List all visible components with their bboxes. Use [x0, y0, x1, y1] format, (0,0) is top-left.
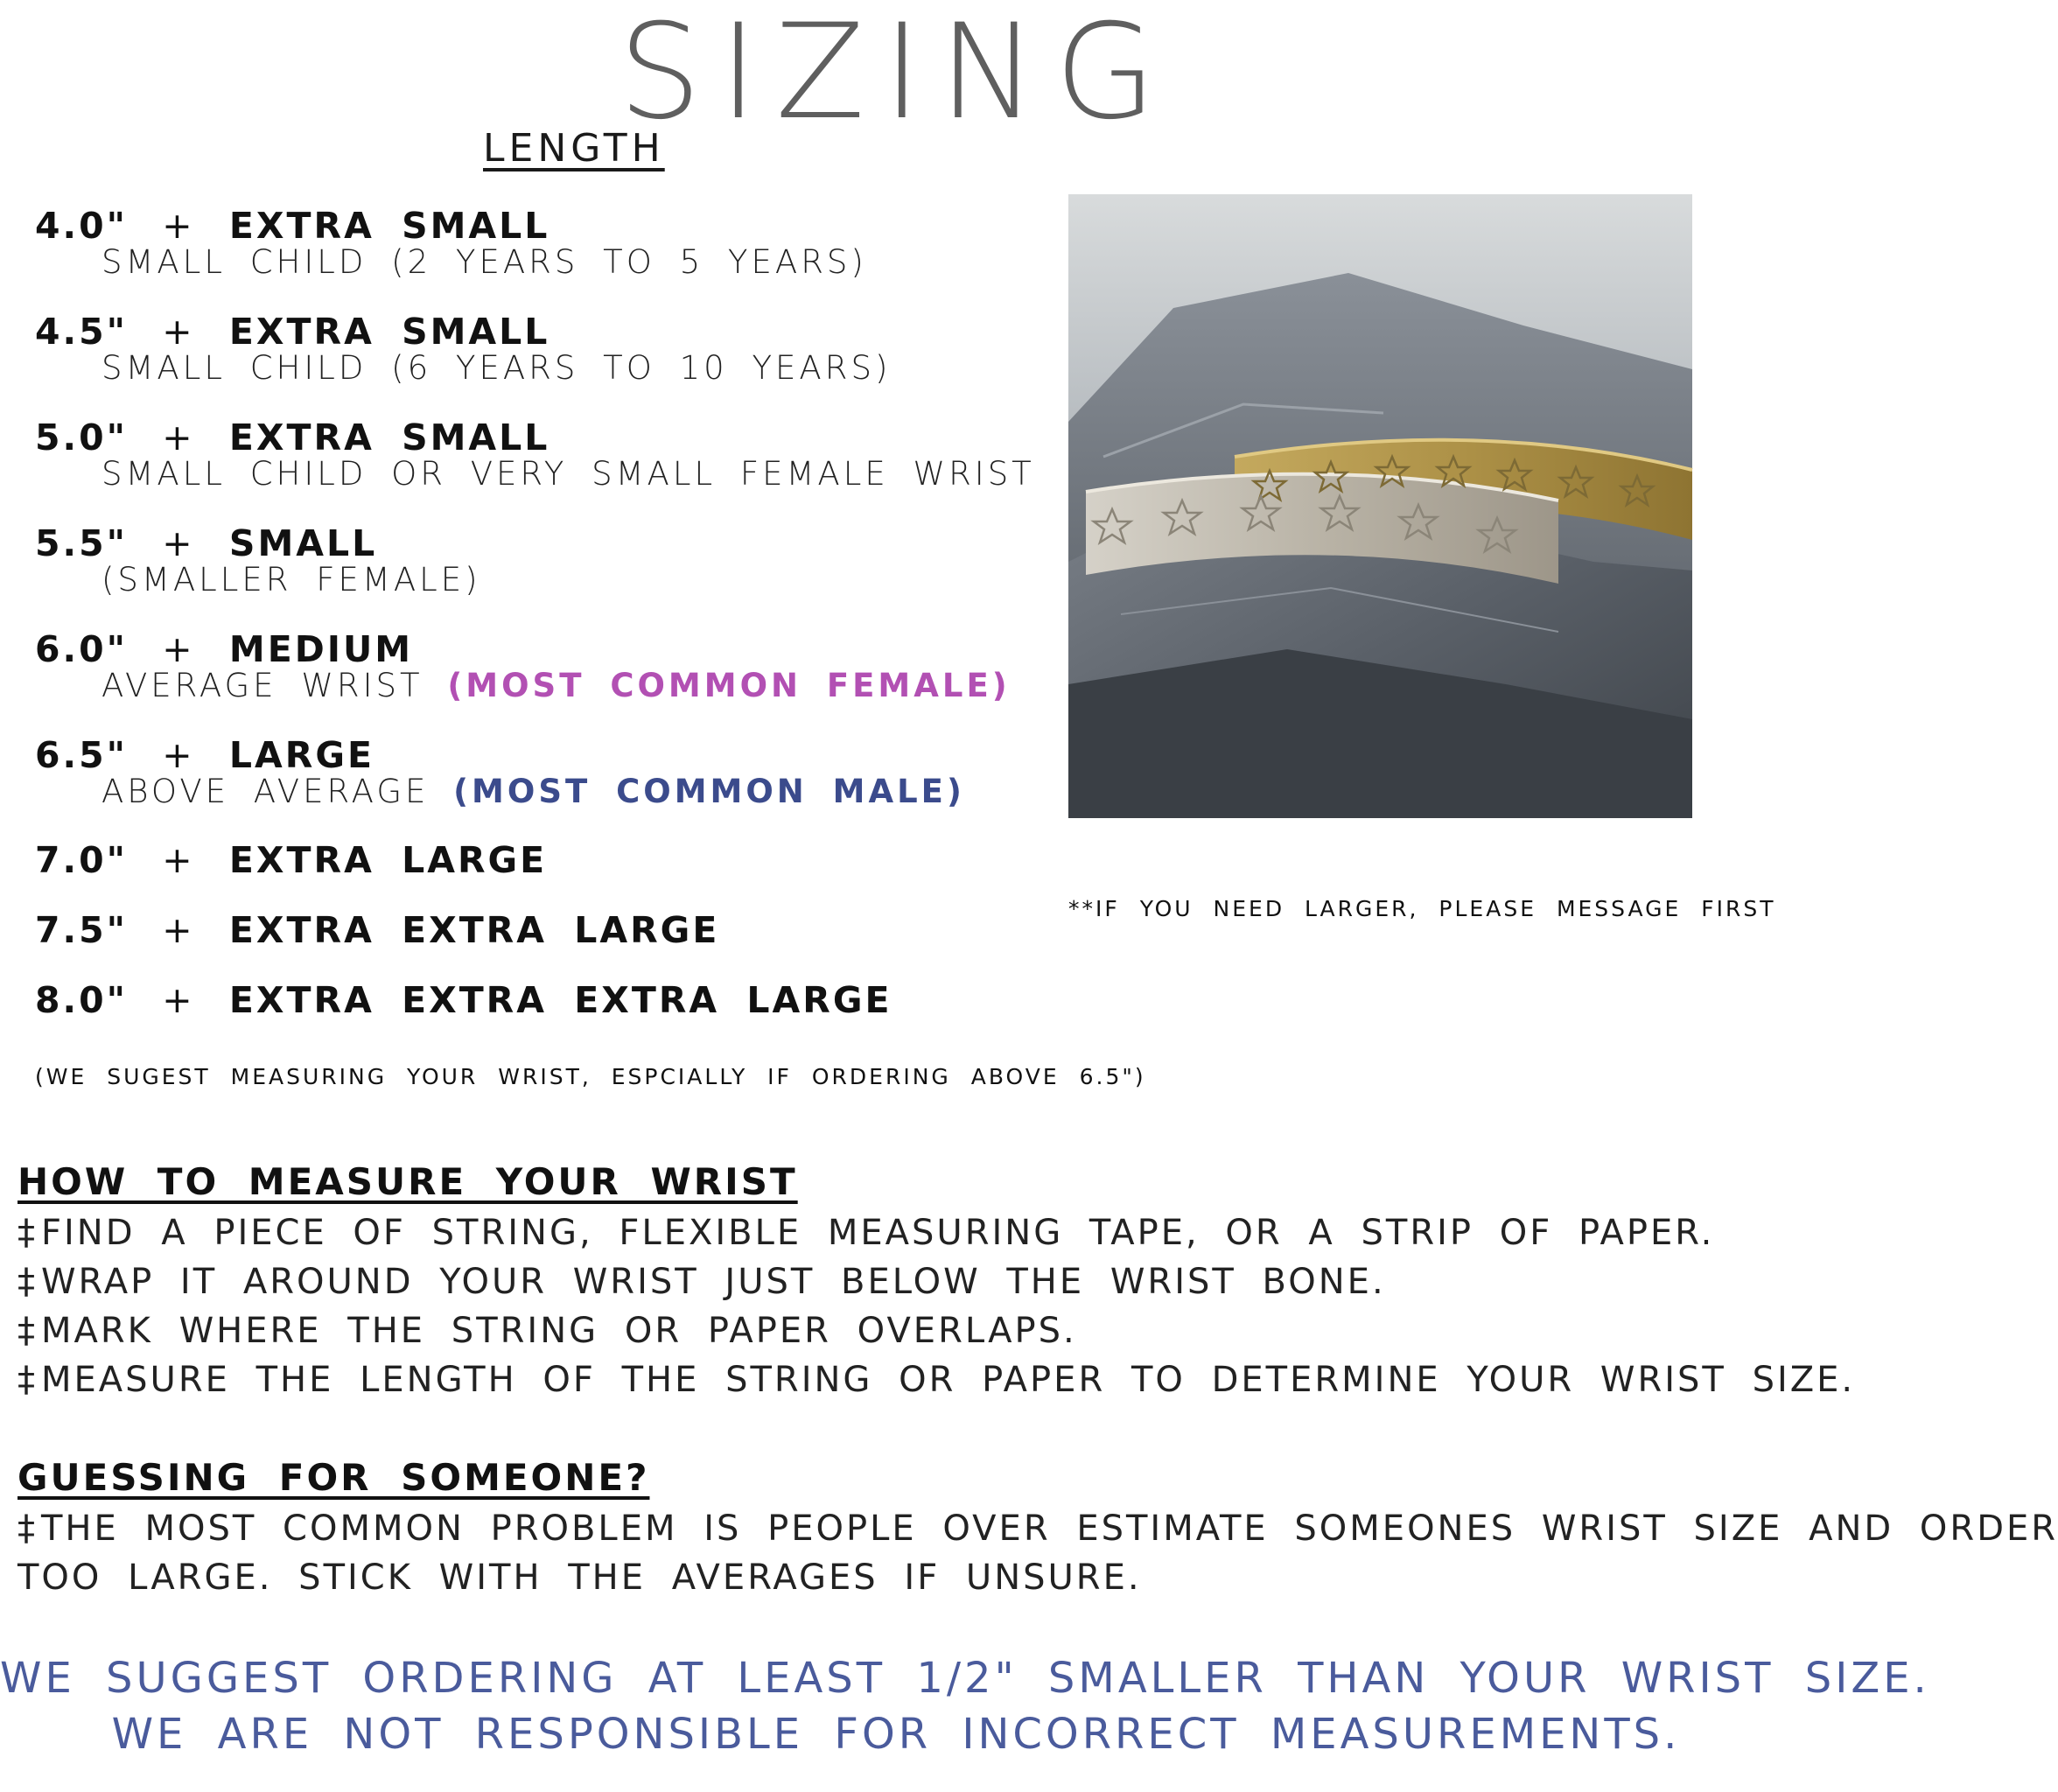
- size-length: 7.5": [35, 909, 128, 951]
- size-length: 4.0": [35, 205, 128, 247]
- size-description: SMALL CHILD (2 YEARS TO 5 YEARS): [102, 243, 867, 281]
- plus-separator: +: [162, 839, 195, 881]
- size-description: SMALL CHILD (6 YEARS TO 10 YEARS): [102, 349, 892, 387]
- plus-separator: +: [162, 205, 195, 247]
- plus-separator: +: [162, 909, 195, 951]
- size-entry-4-5: [35, 311, 892, 387]
- bullet-icon: ‡: [18, 1262, 38, 1302]
- larger-size-note: **IF YOU NEED LARGER, PLEASE MESSAGE FIRST: [1068, 896, 1776, 921]
- bullet-icon: ‡: [18, 1311, 38, 1351]
- bullet-icon: ‡: [18, 1360, 38, 1400]
- size-description: [102, 669, 1011, 702]
- plus-separator: +: [162, 522, 195, 564]
- plus-separator: +: [162, 734, 195, 776]
- size-length: 8.0": [35, 979, 128, 1021]
- size-entry-5-5: [35, 522, 481, 598]
- size-description: SMALL CHILD OR VERY SMALL FEMALE WRIST: [102, 455, 1035, 493]
- plus-separator: +: [162, 628, 195, 670]
- size-entry-7-5: [35, 909, 720, 951]
- size-line: [35, 839, 548, 881]
- how-to-measure-heading: HOW TO MEASURE YOUR WRIST: [18, 1160, 798, 1203]
- guessing-text-line-2: TOO LARGE. STICK WITH THE AVERAGES IF UNSURE.: [18, 1558, 1142, 1598]
- size-label: LARGE: [228, 734, 375, 776]
- plus-separator: +: [162, 311, 195, 353]
- size-line: [35, 979, 892, 1021]
- most-common-male-note: (MOST COMMON MALE): [453, 773, 965, 810]
- size-description: [102, 775, 965, 808]
- size-label: EXTRA EXTRA EXTRA LARGE: [228, 979, 892, 1021]
- size-label: SMALL: [228, 522, 378, 564]
- measure-step-text: MARK WHERE THE STRING OR PAPER OVERLAPS.: [41, 1311, 1077, 1351]
- closing-line-2: WE ARE NOT RESPONSIBLE FOR INCORRECT MEASUREMENTS.: [111, 1710, 1681, 1759]
- measure-step: [18, 1311, 1077, 1351]
- size-length: 6.0": [35, 628, 128, 670]
- size-label: EXTRA SMALL: [228, 416, 550, 458]
- size-label: EXTRA EXTRA LARGE: [228, 909, 720, 951]
- size-line: [35, 205, 867, 247]
- measure-step: [18, 1213, 1714, 1253]
- size-line: [35, 311, 891, 353]
- size-line: [35, 628, 1011, 670]
- plus-separator: +: [162, 979, 195, 1021]
- size-line: [35, 909, 720, 951]
- size-length: 6.5": [35, 734, 128, 776]
- most-common-female-note: (MOST COMMON FEMALE): [447, 667, 1011, 704]
- page-title: SIZING: [618, 0, 1174, 149]
- size-line: [35, 734, 965, 776]
- guessing-text-line-1: [18, 1508, 2058, 1549]
- size-entry-8-0: [35, 979, 892, 1021]
- size-label: MEDIUM: [228, 628, 414, 670]
- size-entry-6-5: [35, 734, 965, 810]
- size-length: 5.5": [35, 522, 128, 564]
- size-entry-4-0: [35, 205, 867, 281]
- measure-step-text: WRAP IT AROUND YOUR WRIST JUST BELOW THE WRIST BONE.: [41, 1262, 1386, 1302]
- size-description-text: AVERAGE WRIST: [102, 667, 424, 704]
- bracelets-photo: [1068, 194, 1692, 818]
- size-length: 7.0": [35, 839, 128, 881]
- size-length: 4.5": [35, 311, 128, 353]
- size-length: 5.0": [35, 416, 128, 458]
- size-line: [35, 416, 1035, 458]
- guessing-heading: GUESSING FOR SOMEONE?: [18, 1456, 650, 1499]
- size-line: [35, 522, 481, 564]
- size-entry-7-0: [35, 839, 548, 881]
- measure-step-text: MEASURE THE LENGTH OF THE STRING OR PAPER TO DETERMINE YOUR WRIST SIZE.: [41, 1360, 1856, 1400]
- size-label: EXTRA SMALL: [228, 205, 550, 247]
- measure-step: [18, 1360, 1855, 1400]
- size-description-text: ABOVE AVERAGE: [102, 773, 430, 810]
- measure-step: [18, 1262, 1386, 1302]
- size-label: EXTRA SMALL: [228, 311, 550, 353]
- bullet-icon: ‡: [18, 1508, 38, 1549]
- size-entry-5-0: [35, 416, 1035, 493]
- measuring-suggestion-note: (WE SUGEST MEASURING YOUR WRIST, ESPCIALLY IF ORDERING ABOVE 6.5"): [35, 1064, 1146, 1089]
- length-heading: LENGTH: [483, 126, 665, 171]
- measure-step-text: FIND A PIECE OF STRING, FLEXIBLE MEASURING TAPE, OR A STRIP OF PAPER.: [41, 1213, 1715, 1253]
- size-entry-6-0: [35, 628, 1011, 704]
- size-description: (SMALLER FEMALE): [102, 561, 481, 598]
- bracelets-photo-icon: [1068, 194, 1692, 818]
- guessing-text: THE MOST COMMON PROBLEM IS PEOPLE OVER ESTIMATE SOMEONES WRIST SIZE AND ORDER: [41, 1508, 2058, 1549]
- closing-line-1: WE SUGGEST ORDERING AT LEAST 1/2" SMALLER THAN YOUR WRIST SIZE.: [0, 1654, 1930, 1703]
- plus-separator: +: [162, 416, 195, 458]
- size-label: EXTRA LARGE: [228, 839, 548, 881]
- bullet-icon: ‡: [18, 1213, 38, 1253]
